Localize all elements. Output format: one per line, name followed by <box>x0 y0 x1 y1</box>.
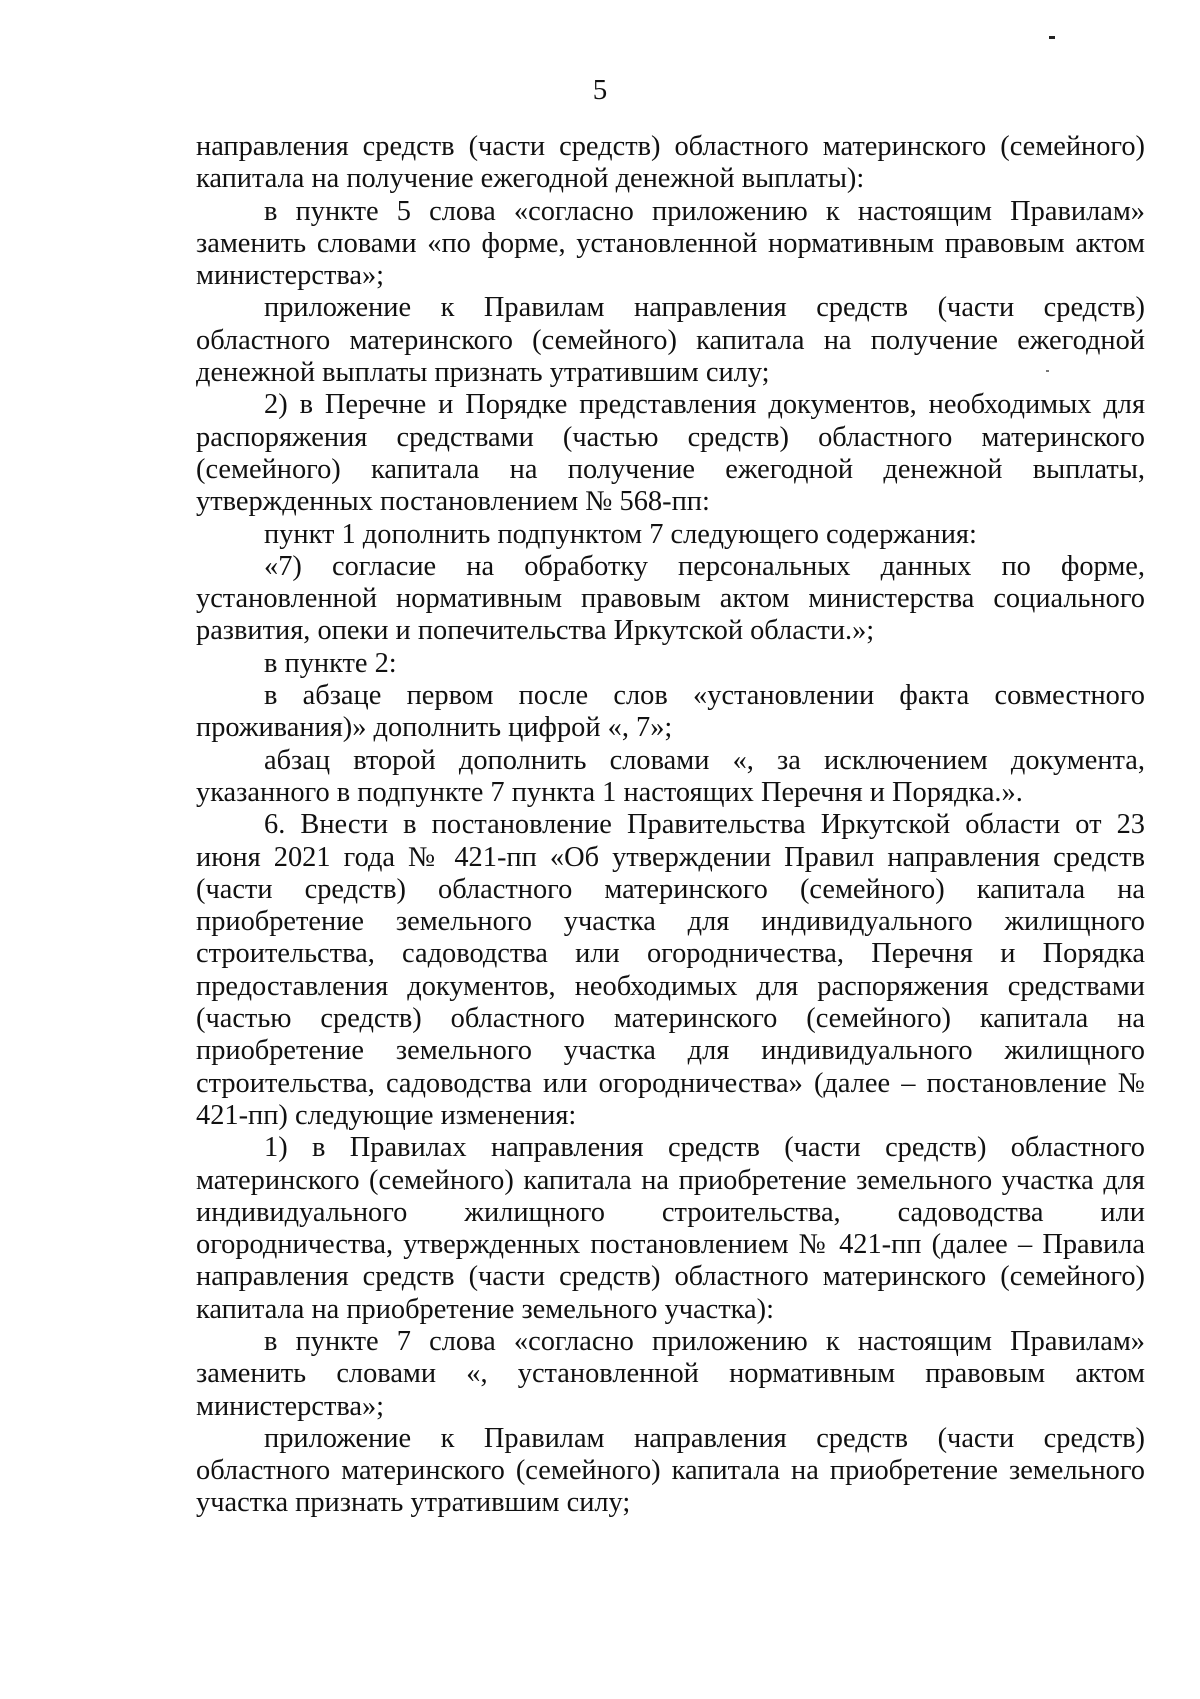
paragraph: в пункте 7 слова «согласно приложению к настоящим Правилам» заменить словами «, установленной нормативным правовым актом министерства»; <box>196 1325 1145 1422</box>
paragraph: абзац второй дополнить словами «, за исключением документа, указанного в подпункте 7 пункта 1 настоящих Перечня и Порядка.». <box>196 744 1145 808</box>
paragraph: направления средств (части средств) областного материнского (семейного) капитала на получение ежегодной денежной выплаты): <box>196 131 1145 195</box>
paragraph: приложение к Правилам направления средств (части средств) областного материнского (семейного) капитала на получение ежегодной денежной выплаты признать утратившим силу; <box>196 292 1145 389</box>
paragraph: пункт 1 дополнить подпунктом 7 следующего содержания: <box>264 518 977 550</box>
document-body <box>196 131 1145 1520</box>
paragraph: 6. Внести в постановление Правительства Иркутской области от 23 июня 2021 года № 421-пп «Об утверждении Правил направления средств (части средств) областного материнского (семейного) капитала на приобретение земельного участка для индивидуального жилищного строительства, садоводства или огородничества, Перечня и Порядка предоставления документов, необходимых для распоряжения средствами (частью средств) областного материнского (семейного) капитала на приобретение земельного участка для индивидуального жилищного строительства, садоводства или огородничества» (далее – постановление № 421-пп) следующие изменения: <box>196 809 1145 1131</box>
paragraph: приложение к Правилам направления средств (части средств) областного материнского (семейного) капитала на приобретение земельного участка признать утратившим силу; <box>196 1422 1145 1519</box>
paragraph: в абзаце первом после слов «установлении факта совместного проживания)» дополнить цифрой «, 7»; <box>196 680 1145 744</box>
paragraph: в пункте 5 слова «согласно приложению к настоящим Правилам» заменить словами «по форме, установленной нормативным правовым актом министерства»; <box>196 195 1145 292</box>
paragraph: 2) в Перечне и Порядке представления документов, необходимых для распоряжения средствами (частью средств) областного материнского (семейного) капитала на получение ежегодной денежной выплаты, утвержденных постановлением № 568-пп: <box>196 389 1145 518</box>
page-number: 5 <box>592 74 608 106</box>
paragraph: «7) согласие на обработку персональных данных по форме, установленной нормативным правовым актом министерства социального развития, опеки и попечительства Иркутской области.»; <box>196 550 1145 647</box>
scan-artifact <box>1049 36 1055 39</box>
paragraph: в пункте 2: <box>264 647 397 679</box>
paragraph: 1) в Правилах направления средств (части средств) областного материнского (семейного) капитала на приобретение земельного участка для индивидуального жилищного строительства, садоводства или огородничества, утвержденных постановлением № 421-пп (далее – Правила направления средств (части средств) областного материнского (семейного) капитала на приобретение земельного участка): <box>196 1132 1145 1325</box>
